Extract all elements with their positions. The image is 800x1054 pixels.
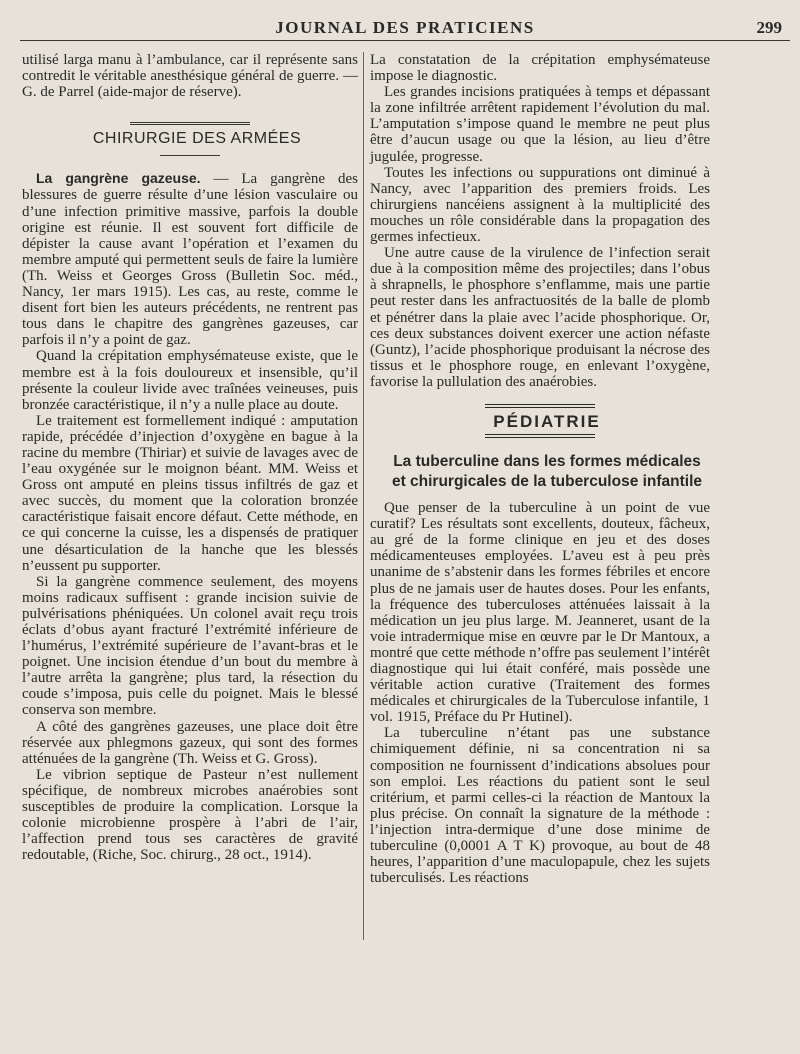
section-title-pediatrie: PÉDIATRIE	[493, 411, 601, 431]
article-title-line-2: et chirurgicales de la tuberculose infantile	[391, 473, 703, 491]
paragraph: A côté des gangrènes gazeuses, une place doit être réservée aux phlegmons gazeux, qui sont des formes atténuées de la gangrène (Th. Weiss et G. Gross).	[22, 718, 358, 767]
page-number: 299	[756, 18, 782, 37]
article-title-line-1: La tuberculine dans les formes médicales	[393, 453, 701, 471]
right-column	[370, 52, 710, 886]
left-column	[22, 52, 358, 863]
paragraph: La tuberculine n’étant pas une substance chimiquement définie, ni sa concentration ni sa composition ne fournissent d’indications absolues pour son emploi. Les réactions du patient sont le seul critérium, et parmi celles-ci la réaction de Mantoux la plus précise. On connaît la signature de la méthode : l’injection intra-dermique d’une dose minime de tuberculine (0,0001 A T K) provoque, au bout de 48 heures, l’apparition d’une maculopapule, chez les sujets tuberculisés. Les réactions	[370, 725, 710, 887]
running-header	[20, 14, 790, 41]
section-title-chirurgie: CHIRURGIE DES ARMÉES	[92, 130, 302, 148]
paragraph-text: — La gangrène des blessures de guerre résulte d’une lésion vasculaire ou d’une infection primitive massive, parfois la double origine est réunie. Il est souvent fort difficile de dépister la cause avant l’opération et l’examen du membre amputé qui permettent seuls de faire la lumière (Th. Weiss et Georges Gross (Bulletin Soc. méd., Nancy, 1er mars 1915). Les cas, au reste, comme le disent fort bien les auteurs précédents, ne rentrent pas tous dans le chapitre des gangrènes gazeuses, car parfois il n’y a point de gaz.	[22, 171, 358, 349]
lead-heading: La gangrène gazeuse.	[36, 170, 201, 187]
paragraph: Toutes les infections ou suppurations ont diminué à Nancy, avec l’apparition des premiers froids. Les chirurgiens nancéiens assignent à la multiplicité des mouches un rôle considérable dans la propagation des germes infectieux.	[370, 164, 710, 246]
column-divider	[363, 52, 364, 940]
paragraph: Une autre cause de la virulence de l’infection serait due à la composition même des projectiles; dans l’obus à shrapnells, le phosphore s’enflamme, mais une partie peut rester dans les anfractuosités de la balle de plomb et pénétrer dans la plaie avec l’acide phosphorique. Or, ces deux substances doivent exercer une action néfaste (Guntz), l’acide phosphorique produisant la nécrose des tissus et le phosphore rouge, en enlevant l’oxygène, favorise la pullulation des anaérobies.	[370, 245, 710, 390]
paragraph: Si la gangrène commence seulement, des moyens moins radicaux suffisent : grande incision suivie de pulvérisations phéniquées. Un colonel avait reçu trois éclats d’obus ayant fracturé l’extrémité inférieure de l’humérus, l’extrémité supérieure de l’avant-bras et le poignet. Une incision étendue d’un bout du membre à l’autre arrêta la gangrène; plus tard, la résection du coude s’imposa, puis celle du poignet. Mais le blessé conserva son membre.	[22, 573, 358, 719]
paragraph: Que penser de la tuberculine à un point de vue curatif? Les résultats sont excellents, douteux, fâcheux, au gré de la forme clinique en jeu et des doses médicamenteuses employées. L’aveu est à peu près unanime de s’abstenir dans les formes fébriles et encore plus de ne jamais user de hautes doses. Pour les enfants, la fréquence des tuberculoses atténuées laissait à la médication un jeu plus large. M. Jeanneret, usant de la voie intradermique mise en œuvre par le Dr Mantoux, a montré que cette méthode n’offre pas seulement l’intérêt diagnostique qui lui était conféré, mais possède une véritable action curative (Traitement des formes médicales et chirurgicales de la Tuberculose infantile, 1 vol. 1915, Préface du Pr Hutinel).	[370, 500, 711, 726]
paragraph: Le traitement est formellement indiqué : amputation rapide, précédée d’injection d’oxygène en bague à la racine du membre (Thiriar) et suivie de lavages avec de l’eau oxygénée sur le moignon béant. MM. Weiss et Gross ont amputé en pleins tissus infiltrés de gaz et avec succès, du moment que la coloration bronzée caractéristique faisait encore défaut. Cette méthode, en ce qui concerne la cuisse, les a dispensés de pratiquer une désarticulation de la hanche que les blessés n’eussent pu supporter.	[22, 412, 358, 574]
paragraph: Les grandes incisions pratiquées à temps et dépassant la zone infiltrée arrêtent rapidement l’évolution du mal. L’amputation s’impose quand le membre ne peut plus être d’aucun usage ou que la lésion, au lieu d’être jugulée, progresse.	[370, 84, 710, 165]
paragraph: utilisé larga manu à l’ambulance, car il représente sans contredit le véritable anesthésique général de guerre. — G. de Parrel (aide-major de réserve).	[22, 52, 358, 101]
paragraph: Quand la crépitation emphysémateuse existe, que le membre est à la fois douloureux et insensible, qu’il présente la couleur livide avec traînées veineuses, puis bronzée caractéristique, il n’y a nulle place au doute.	[22, 348, 358, 413]
journal-title: JOURNAL DES PRATICIENS	[275, 18, 535, 37]
paragraph: Le vibrion septique de Pasteur n’est nullement spécifique, de nombreux microbes anaérobies sont susceptibles de produire la complication. Lorsque la colonie microbienne prospère à l’abri de l’air, l’affection prend tous ses caractères de gravité redoutable, (Riche, Soc. chirurg., 28 oct., 1914).	[22, 766, 358, 864]
paragraph	[22, 170, 358, 348]
paragraph: La constatation de la crépitation emphysémateuse impose le diagnostic.	[370, 52, 710, 85]
